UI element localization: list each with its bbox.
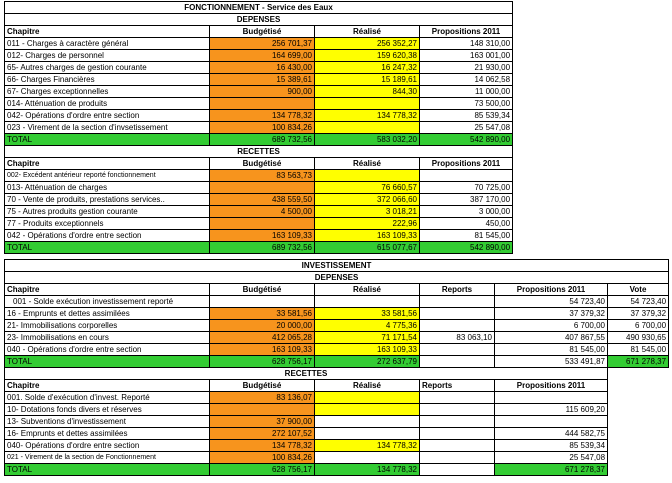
propositions-cell [495,416,608,428]
vote-cell: 490 930,65 [608,332,669,344]
propositions-cell: 85 539,34 [495,440,608,452]
invest-recettes-title: RECETTES [5,368,608,380]
budgetise-cell [210,296,315,308]
realise-cell: 844,30 [315,86,420,98]
col-header-budgetise: Budgétisé [210,284,315,296]
total-realise: 134 778,32 [315,464,420,476]
realise-cell [315,296,420,308]
fonct-recettes-title: RECETTES [5,146,513,158]
propositions-cell: 444 582,75 [495,428,608,440]
vote-cell: 37 379,32 [608,308,669,320]
propositions-cell: 163 001,00 [420,50,513,62]
budgetise-cell [210,218,315,230]
total-propositions: 671 278,37 [495,464,608,476]
propositions-cell: 37 379,32 [495,308,608,320]
total-label: TOTAL [5,356,210,368]
col-header-budgetise: Budgétisé [210,158,315,170]
budgetise-cell: 16 430,00 [210,62,315,74]
total-row [5,464,608,476]
realise-cell: 134 778,32 [315,110,420,122]
propositions-cell: 148 310,00 [420,38,513,50]
budgetise-cell: 33 581,56 [210,308,315,320]
total-budgetise: 628 756,17 [210,464,315,476]
total-propositions: 542 890,00 [420,242,513,254]
chapitre-cell: 011 - Charges à caractère général [5,38,210,50]
col-header-realise: Réalisé [315,284,420,296]
chapitre-cell: 023 - Virement de la section d'invsetissement [5,122,210,134]
chapitre-cell: 21- Immobilisations corporelles [5,320,210,332]
chapitre-cell: 012- Charges de personnel [5,50,210,62]
propositions-cell: 450,00 [420,218,513,230]
investissement-recettes-table [4,367,608,476]
table-row [5,404,608,416]
chapitre-cell: 014- Atténuation de produits [5,98,210,110]
vote-cell: 54 723,40 [608,296,669,308]
propositions-cell: 54 723,40 [495,296,608,308]
budgetise-cell: 15 389,61 [210,74,315,86]
propositions-cell: 70 725,00 [420,182,513,194]
table-row [5,50,513,62]
col-header-realise: Réalisé [315,158,420,170]
total-budgetise: 689 732,56 [210,242,315,254]
col-header-chapitre: Chapitre [5,284,210,296]
table-row [5,74,513,86]
table-row [5,428,608,440]
budgetise-cell [210,182,315,194]
investissement-title: INVESTISSEMENT [5,260,669,272]
chapitre-cell: 040- Opérations d'ordre entre section [5,440,210,452]
budgetise-cell: 412 065,28 [210,332,315,344]
propositions-cell: 387 170,00 [420,194,513,206]
table-row [5,452,608,464]
table-row [5,230,513,242]
chapitre-cell: 013- Atténuation de charges [5,182,210,194]
realise-cell: 3 018,21 [315,206,420,218]
realise-cell [315,404,420,416]
propositions-cell: 25 547,08 [495,452,608,464]
reports-cell [420,428,495,440]
realise-cell: 15 189,61 [315,74,420,86]
col-header-budgetise: Budgétisé [210,380,315,392]
total-propositions: 542 890,00 [420,134,513,146]
propositions-cell: 11 000,00 [420,86,513,98]
chapitre-cell: 001 - Solde exécution investissement reporté [5,296,210,308]
propositions-cell: 21 930,00 [420,62,513,74]
table-row [5,182,513,194]
reports-cell [420,452,495,464]
realise-cell [315,416,420,428]
chapitre-cell: 002- Excédent antérieur reporté fonctionnement [5,170,210,182]
col-header-reports: Reports [420,380,495,392]
total-label: TOTAL [5,134,210,146]
realise-cell: 4 775,36 [315,320,420,332]
total-row [5,356,669,368]
budgetise-cell: 134 778,32 [210,110,315,122]
fonctionnement-table [4,1,513,254]
budgetise-cell: 20 000,00 [210,320,315,332]
table-row [5,332,669,344]
total-budgetise: 689 732,56 [210,134,315,146]
realise-cell [315,452,420,464]
budgetise-cell: 163 109,33 [210,344,315,356]
realise-cell: 71 171,54 [315,332,420,344]
total-propositions: 533 491,87 [495,356,608,368]
chapitre-cell: 77 - Produits exceptionnels [5,218,210,230]
total-budgetise: 628 756,17 [210,356,315,368]
chapitre-cell: 042 - Opérations d'ordre entre section [5,230,210,242]
table-row [5,194,513,206]
propositions-cell: 73 500,00 [420,98,513,110]
table-row [5,320,669,332]
table-row [5,206,513,218]
reports-cell [420,440,495,452]
budgetise-cell [210,98,315,110]
table-row [5,110,513,122]
realise-cell: 163 109,33 [315,344,420,356]
realise-cell: 134 778,32 [315,440,420,452]
chapitre-cell: 67- Charges exceptionnelles [5,86,210,98]
propositions-cell: 407 867,55 [495,332,608,344]
realise-cell [315,98,420,110]
realise-cell [315,428,420,440]
table-row [5,344,669,356]
budgetise-cell: 164 699,00 [210,50,315,62]
propositions-cell [420,170,513,182]
budgetise-cell: 256 701,37 [210,38,315,50]
realise-cell [315,170,420,182]
reports-cell [420,296,495,308]
propositions-cell: 6 700,00 [495,320,608,332]
budgetise-cell: 100 834,26 [210,452,315,464]
chapitre-cell: 16- Emprunts et dettes assimilées [5,428,210,440]
propositions-cell: 14 062,58 [420,74,513,86]
budgetise-cell: 134 778,32 [210,440,315,452]
chapitre-cell: 75 - Autres produits gestion courante [5,206,210,218]
reports-cell [420,344,495,356]
realise-cell: 76 660,57 [315,182,420,194]
table-row [5,98,513,110]
propositions-cell: 81 545,00 [495,344,608,356]
col-header-propositions: Propositions 2011 [420,158,513,170]
chapitre-cell: 13- Subventions d'investissement [5,416,210,428]
reports-cell [420,320,495,332]
chapitre-cell: 10- Dotations fonds divers et réserves [5,404,210,416]
budgetise-cell: 438 559,50 [210,194,315,206]
col-header-vote: Vote [608,284,669,296]
col-header-chapitre: Chapitre [5,380,210,392]
fonct-depenses-title: DEPENSES [5,14,513,26]
total-row [5,134,513,146]
chapitre-cell: 65- Autres charges de gestion courante [5,62,210,74]
total-realise: 272 637,79 [315,356,420,368]
total-label: TOTAL [5,464,210,476]
col-header-reports: Reports [420,284,495,296]
propositions-cell: 3 000,00 [420,206,513,218]
col-header-chapitre: Chapitre [5,158,210,170]
total-reports [420,464,495,476]
reports-cell [420,308,495,320]
realise-cell: 256 352,27 [315,38,420,50]
table-row [5,122,513,134]
investissement-depenses-table [4,259,669,368]
chapitre-cell: 70 - Vente de produits, prestations services.. [5,194,210,206]
total-row [5,242,513,254]
col-header-realise: Réalisé [315,380,420,392]
table-row [5,440,608,452]
realise-cell: 372 066,60 [315,194,420,206]
total-realise: 583 032,20 [315,134,420,146]
reports-cell [420,404,495,416]
propositions-cell: 81 545,00 [420,230,513,242]
chapitre-cell: 040 - Opérations d'ordre entre section [5,344,210,356]
propositions-cell: 85 539,34 [420,110,513,122]
total-vote: 671 278,37 [608,356,669,368]
realise-cell [315,122,420,134]
col-header-budgetise: Budgétisé [210,26,315,38]
total-realise: 615 077,67 [315,242,420,254]
col-header-propositions: Propositions 2011 [495,380,608,392]
table-row [5,392,608,404]
propositions-cell: 25 547,08 [420,122,513,134]
total-label: TOTAL [5,242,210,254]
realise-cell [315,392,420,404]
budgetise-cell: 83 563,73 [210,170,315,182]
chapitre-cell: 66- Charges Financières [5,74,210,86]
vote-cell: 81 545,00 [608,344,669,356]
reports-cell: 83 063,10 [420,332,495,344]
realise-cell: 163 109,33 [315,230,420,242]
table-row [5,170,513,182]
realise-cell: 222,96 [315,218,420,230]
budgetise-cell: 163 109,33 [210,230,315,242]
chapitre-cell: 021 - Virement de la section de Fonctionnement [5,452,210,464]
budgetise-cell: 37 900,00 [210,416,315,428]
invest-depenses-title: DEPENSES [5,272,669,284]
budgetise-cell [210,404,315,416]
chapitre-cell: 23- Immobilisations en cours [5,332,210,344]
table-row [5,416,608,428]
budgetise-cell: 100 834,26 [210,122,315,134]
chapitre-cell: 001. Solde d'exécution d'invest. Reporté [5,392,210,404]
table-row [5,296,669,308]
table-row [5,62,513,74]
table-row [5,308,669,320]
propositions-cell: 115 609,20 [495,404,608,416]
col-header-chapitre: Chapitre [5,26,210,38]
fonctionnement-title: FONCTIONNEMENT - Service des Eaux [5,2,513,14]
table-row [5,38,513,50]
budgetise-cell: 900,00 [210,86,315,98]
chapitre-cell: 16 - Emprunts et dettes assimilées [5,308,210,320]
realise-cell: 16 247,32 [315,62,420,74]
realise-cell: 159 620,38 [315,50,420,62]
col-header-realise: Réalisé [315,26,420,38]
budgetise-cell: 83 136,07 [210,392,315,404]
realise-cell: 33 581,56 [315,308,420,320]
vote-cell: 6 700,00 [608,320,669,332]
budgetise-cell: 4 500,00 [210,206,315,218]
table-row [5,86,513,98]
budgetise-cell: 272 107,52 [210,428,315,440]
chapitre-cell: 042- Opérations d'ordre entre section [5,110,210,122]
col-header-propositions: Propositions 2011 [495,284,608,296]
col-header-propositions: Propositions 2011 [420,26,513,38]
table-row [5,218,513,230]
total-reports [420,356,495,368]
reports-cell [420,392,495,404]
propositions-cell [495,392,608,404]
reports-cell [420,416,495,428]
